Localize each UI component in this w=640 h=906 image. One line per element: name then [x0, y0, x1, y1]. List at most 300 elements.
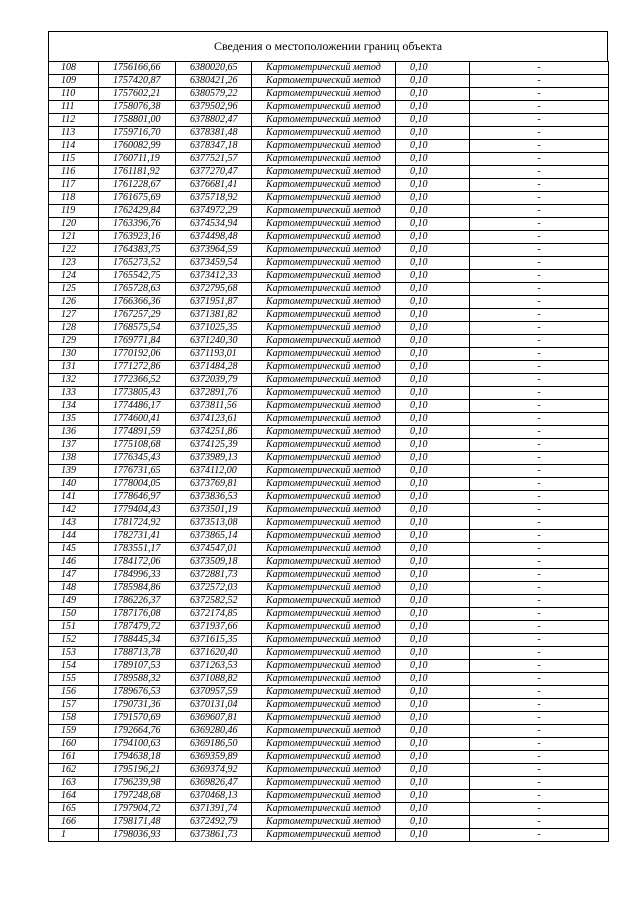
- description-cell: -: [470, 127, 609, 140]
- y-coordinate-cell: 6371951,87: [176, 296, 252, 309]
- method-cell: Картометрический метод: [252, 491, 396, 504]
- point-number-cell: 115: [49, 153, 99, 166]
- table-row: [49, 569, 609, 582]
- y-coordinate-cell: 6373412,33: [176, 270, 252, 283]
- accuracy-cell: 0,10: [396, 764, 470, 777]
- method-cell: Картометрический метод: [252, 127, 396, 140]
- accuracy-cell: 0,10: [396, 816, 470, 829]
- point-number-cell: 117: [49, 179, 99, 192]
- point-number-cell: 116: [49, 166, 99, 179]
- point-number-cell: 163: [49, 777, 99, 790]
- accuracy-cell: 0,10: [396, 374, 470, 387]
- table-row: [49, 101, 609, 114]
- point-number-cell: 151: [49, 621, 99, 634]
- y-coordinate-cell: 6372492,79: [176, 816, 252, 829]
- section-title: Сведения о местоположении границ объекта: [48, 31, 608, 61]
- table-row: [49, 296, 609, 309]
- table-row: [49, 673, 609, 686]
- accuracy-cell: 0,10: [396, 504, 470, 517]
- method-cell: Картометрический метод: [252, 218, 396, 231]
- y-coordinate-cell: 6369607,81: [176, 712, 252, 725]
- y-coordinate-cell: 6373513,08: [176, 517, 252, 530]
- y-coordinate-cell: 6373501,19: [176, 504, 252, 517]
- table-row: [49, 556, 609, 569]
- y-coordinate-cell: 6369374,92: [176, 764, 252, 777]
- description-cell: -: [470, 764, 609, 777]
- y-coordinate-cell: 6373861,73: [176, 829, 252, 842]
- description-cell: -: [470, 686, 609, 699]
- description-cell: -: [470, 673, 609, 686]
- x-coordinate-cell: 1757420,87: [99, 75, 176, 88]
- method-cell: Картометрический метод: [252, 504, 396, 517]
- description-cell: -: [470, 231, 609, 244]
- x-coordinate-cell: 1787479,72: [99, 621, 176, 634]
- description-cell: -: [470, 530, 609, 543]
- method-cell: Картометрический метод: [252, 296, 396, 309]
- accuracy-cell: 0,10: [396, 465, 470, 478]
- table-row: [49, 374, 609, 387]
- accuracy-cell: 0,10: [396, 621, 470, 634]
- table-row: [49, 218, 609, 231]
- description-cell: -: [470, 712, 609, 725]
- point-number-cell: 134: [49, 400, 99, 413]
- table-row: [49, 257, 609, 270]
- description-cell: -: [470, 218, 609, 231]
- point-number-cell: 123: [49, 257, 99, 270]
- table-row: [49, 543, 609, 556]
- point-number-cell: 124: [49, 270, 99, 283]
- x-coordinate-cell: 1776345,43: [99, 452, 176, 465]
- description-cell: -: [470, 803, 609, 816]
- x-coordinate-cell: 1761228,67: [99, 179, 176, 192]
- description-cell: -: [470, 569, 609, 582]
- y-coordinate-cell: 6372891,76: [176, 387, 252, 400]
- description-cell: -: [470, 348, 609, 361]
- method-cell: Картометрический метод: [252, 673, 396, 686]
- accuracy-cell: 0,10: [396, 647, 470, 660]
- table-row: [49, 699, 609, 712]
- accuracy-cell: 0,10: [396, 88, 470, 101]
- y-coordinate-cell: 6373811,56: [176, 400, 252, 413]
- accuracy-cell: 0,10: [396, 699, 470, 712]
- x-coordinate-cell: 1756166,66: [99, 62, 176, 75]
- y-coordinate-cell: 6374251,86: [176, 426, 252, 439]
- accuracy-cell: 0,10: [396, 582, 470, 595]
- method-cell: Картометрический метод: [252, 543, 396, 556]
- description-cell: -: [470, 296, 609, 309]
- y-coordinate-cell: 6378802,47: [176, 114, 252, 127]
- point-number-cell: 1: [49, 829, 99, 842]
- point-number-cell: 161: [49, 751, 99, 764]
- accuracy-cell: 0,10: [396, 569, 470, 582]
- method-cell: Картометрический метод: [252, 751, 396, 764]
- table-row: [49, 413, 609, 426]
- method-cell: Картометрический метод: [252, 387, 396, 400]
- x-coordinate-cell: 1784996,33: [99, 569, 176, 582]
- description-cell: -: [470, 153, 609, 166]
- description-cell: -: [470, 491, 609, 504]
- description-cell: -: [470, 192, 609, 205]
- x-coordinate-cell: 1782731,41: [99, 530, 176, 543]
- x-coordinate-cell: 1763396,76: [99, 218, 176, 231]
- accuracy-cell: 0,10: [396, 244, 470, 257]
- method-cell: Картометрический метод: [252, 803, 396, 816]
- y-coordinate-cell: 6375718,92: [176, 192, 252, 205]
- method-cell: Картометрический метод: [252, 413, 396, 426]
- y-coordinate-cell: 6371615,35: [176, 634, 252, 647]
- table-row: [49, 686, 609, 699]
- y-coordinate-cell: 6371381,82: [176, 309, 252, 322]
- point-number-cell: 113: [49, 127, 99, 140]
- table-row: [49, 634, 609, 647]
- description-cell: -: [470, 478, 609, 491]
- method-cell: Картометрический метод: [252, 777, 396, 790]
- coordinates-table: [48, 61, 609, 842]
- accuracy-cell: 0,10: [396, 270, 470, 283]
- y-coordinate-cell: 6374123,61: [176, 413, 252, 426]
- method-cell: Картометрический метод: [252, 621, 396, 634]
- x-coordinate-cell: 1758076,38: [99, 101, 176, 114]
- table-row: [49, 517, 609, 530]
- y-coordinate-cell: 6371088,82: [176, 673, 252, 686]
- table-row: [49, 465, 609, 478]
- method-cell: Картометрический метод: [252, 452, 396, 465]
- x-coordinate-cell: 1784172,06: [99, 556, 176, 569]
- table-row: [49, 244, 609, 257]
- accuracy-cell: 0,10: [396, 179, 470, 192]
- table-row: [49, 88, 609, 101]
- accuracy-cell: 0,10: [396, 790, 470, 803]
- x-coordinate-cell: 1765728,63: [99, 283, 176, 296]
- table-row: [49, 179, 609, 192]
- x-coordinate-cell: 1789588,32: [99, 673, 176, 686]
- table-row: [49, 647, 609, 660]
- point-number-cell: 130: [49, 348, 99, 361]
- description-cell: -: [470, 699, 609, 712]
- y-coordinate-cell: 6371484,28: [176, 361, 252, 374]
- description-cell: -: [470, 439, 609, 452]
- method-cell: Картометрический метод: [252, 244, 396, 257]
- point-number-cell: 131: [49, 361, 99, 374]
- accuracy-cell: 0,10: [396, 608, 470, 621]
- method-cell: Картометрический метод: [252, 140, 396, 153]
- description-cell: -: [470, 387, 609, 400]
- description-cell: -: [470, 621, 609, 634]
- x-coordinate-cell: 1791570,69: [99, 712, 176, 725]
- point-number-cell: 157: [49, 699, 99, 712]
- point-number-cell: 111: [49, 101, 99, 114]
- method-cell: Картометрический метод: [252, 88, 396, 101]
- table-row: [49, 621, 609, 634]
- method-cell: Картометрический метод: [252, 361, 396, 374]
- point-number-cell: 137: [49, 439, 99, 452]
- y-coordinate-cell: 6372174,85: [176, 608, 252, 621]
- y-coordinate-cell: 6380020,65: [176, 62, 252, 75]
- accuracy-cell: 0,10: [396, 114, 470, 127]
- x-coordinate-cell: 1789676,53: [99, 686, 176, 699]
- point-number-cell: 135: [49, 413, 99, 426]
- description-cell: -: [470, 608, 609, 621]
- y-coordinate-cell: 6373865,14: [176, 530, 252, 543]
- x-coordinate-cell: 1771272,86: [99, 361, 176, 374]
- point-number-cell: 122: [49, 244, 99, 257]
- y-coordinate-cell: 6370468,13: [176, 790, 252, 803]
- y-coordinate-cell: 6374972,29: [176, 205, 252, 218]
- table-row: [49, 166, 609, 179]
- table-row: [49, 478, 609, 491]
- x-coordinate-cell: 1761181,92: [99, 166, 176, 179]
- point-number-cell: 121: [49, 231, 99, 244]
- point-number-cell: 143: [49, 517, 99, 530]
- x-coordinate-cell: 1778004,05: [99, 478, 176, 491]
- accuracy-cell: 0,10: [396, 101, 470, 114]
- method-cell: Картометрический метод: [252, 465, 396, 478]
- table-row: [49, 62, 609, 75]
- x-coordinate-cell: 1774486,17: [99, 400, 176, 413]
- x-coordinate-cell: 1757602,21: [99, 88, 176, 101]
- x-coordinate-cell: 1797248,68: [99, 790, 176, 803]
- y-coordinate-cell: 6378347,18: [176, 140, 252, 153]
- x-coordinate-cell: 1778646,97: [99, 491, 176, 504]
- table-row: [49, 751, 609, 764]
- point-number-cell: 142: [49, 504, 99, 517]
- x-coordinate-cell: 1783551,17: [99, 543, 176, 556]
- accuracy-cell: 0,10: [396, 777, 470, 790]
- method-cell: Картометрический метод: [252, 569, 396, 582]
- accuracy-cell: 0,10: [396, 725, 470, 738]
- description-cell: -: [470, 413, 609, 426]
- point-number-cell: 153: [49, 647, 99, 660]
- y-coordinate-cell: 6372881,73: [176, 569, 252, 582]
- table-row: [49, 439, 609, 452]
- x-coordinate-cell: 1794100,63: [99, 738, 176, 751]
- point-number-cell: 162: [49, 764, 99, 777]
- method-cell: Картометрический метод: [252, 738, 396, 751]
- point-number-cell: 146: [49, 556, 99, 569]
- point-number-cell: 141: [49, 491, 99, 504]
- accuracy-cell: 0,10: [396, 556, 470, 569]
- point-number-cell: 133: [49, 387, 99, 400]
- y-coordinate-cell: 6378381,48: [176, 127, 252, 140]
- y-coordinate-cell: 6377270,47: [176, 166, 252, 179]
- table-row: [49, 803, 609, 816]
- x-coordinate-cell: 1779404,43: [99, 504, 176, 517]
- y-coordinate-cell: 6373964,59: [176, 244, 252, 257]
- method-cell: Картометрический метод: [252, 699, 396, 712]
- x-coordinate-cell: 1761675,69: [99, 192, 176, 205]
- x-coordinate-cell: 1785984,86: [99, 582, 176, 595]
- y-coordinate-cell: 6377521,57: [176, 153, 252, 166]
- y-coordinate-cell: 6379502,96: [176, 101, 252, 114]
- point-number-cell: 155: [49, 673, 99, 686]
- table-row: [49, 387, 609, 400]
- accuracy-cell: 0,10: [396, 62, 470, 75]
- y-coordinate-cell: 6374125,39: [176, 439, 252, 452]
- point-number-cell: 127: [49, 309, 99, 322]
- method-cell: Картометрический метод: [252, 179, 396, 192]
- method-cell: Картометрический метод: [252, 530, 396, 543]
- point-number-cell: 148: [49, 582, 99, 595]
- method-cell: Картометрический метод: [252, 790, 396, 803]
- accuracy-cell: 0,10: [396, 361, 470, 374]
- point-number-cell: 164: [49, 790, 99, 803]
- method-cell: Картометрический метод: [252, 114, 396, 127]
- method-cell: Картометрический метод: [252, 101, 396, 114]
- table-row: [49, 595, 609, 608]
- accuracy-cell: 0,10: [396, 192, 470, 205]
- table-row: [49, 504, 609, 517]
- method-cell: Картометрический метод: [252, 595, 396, 608]
- y-coordinate-cell: 6369826,47: [176, 777, 252, 790]
- description-cell: -: [470, 647, 609, 660]
- y-coordinate-cell: 6373459,54: [176, 257, 252, 270]
- x-coordinate-cell: 1795196,21: [99, 764, 176, 777]
- table-row: [49, 283, 609, 296]
- y-coordinate-cell: 6372572,03: [176, 582, 252, 595]
- x-coordinate-cell: 1768575,54: [99, 322, 176, 335]
- y-coordinate-cell: 6374547,01: [176, 543, 252, 556]
- method-cell: Картометрический метод: [252, 231, 396, 244]
- accuracy-cell: 0,10: [396, 153, 470, 166]
- description-cell: -: [470, 400, 609, 413]
- table-row: [49, 231, 609, 244]
- description-cell: -: [470, 595, 609, 608]
- description-cell: -: [470, 205, 609, 218]
- table-row: [49, 712, 609, 725]
- accuracy-cell: 0,10: [396, 491, 470, 504]
- description-cell: -: [470, 556, 609, 569]
- method-cell: Картометрический метод: [252, 634, 396, 647]
- y-coordinate-cell: 6380421,26: [176, 75, 252, 88]
- method-cell: Картометрический метод: [252, 62, 396, 75]
- method-cell: Картометрический метод: [252, 478, 396, 491]
- method-cell: Картометрический метод: [252, 686, 396, 699]
- accuracy-cell: 0,10: [396, 686, 470, 699]
- description-cell: -: [470, 140, 609, 153]
- point-number-cell: 109: [49, 75, 99, 88]
- accuracy-cell: 0,10: [396, 75, 470, 88]
- accuracy-cell: 0,10: [396, 335, 470, 348]
- point-number-cell: 149: [49, 595, 99, 608]
- point-number-cell: 144: [49, 530, 99, 543]
- accuracy-cell: 0,10: [396, 595, 470, 608]
- x-coordinate-cell: 1798036,93: [99, 829, 176, 842]
- x-coordinate-cell: 1794638,18: [99, 751, 176, 764]
- accuracy-cell: 0,10: [396, 296, 470, 309]
- table-row: [49, 270, 609, 283]
- table-row: [49, 790, 609, 803]
- description-cell: -: [470, 452, 609, 465]
- accuracy-cell: 0,10: [396, 322, 470, 335]
- point-number-cell: 156: [49, 686, 99, 699]
- accuracy-cell: 0,10: [396, 283, 470, 296]
- y-coordinate-cell: 6371193,01: [176, 348, 252, 361]
- y-coordinate-cell: 6371240,30: [176, 335, 252, 348]
- method-cell: Картометрический метод: [252, 582, 396, 595]
- y-coordinate-cell: 6372582,52: [176, 595, 252, 608]
- x-coordinate-cell: 1759716,70: [99, 127, 176, 140]
- y-coordinate-cell: 6372795,68: [176, 283, 252, 296]
- accuracy-cell: 0,10: [396, 231, 470, 244]
- table-row: [49, 608, 609, 621]
- y-coordinate-cell: 6370131,04: [176, 699, 252, 712]
- method-cell: Картометрический метод: [252, 75, 396, 88]
- accuracy-cell: 0,10: [396, 439, 470, 452]
- accuracy-cell: 0,10: [396, 738, 470, 751]
- point-number-cell: 120: [49, 218, 99, 231]
- point-number-cell: 110: [49, 88, 99, 101]
- description-cell: -: [470, 829, 609, 842]
- point-number-cell: 165: [49, 803, 99, 816]
- x-coordinate-cell: 1767257,29: [99, 309, 176, 322]
- y-coordinate-cell: 6373509,18: [176, 556, 252, 569]
- y-coordinate-cell: 6371391,74: [176, 803, 252, 816]
- table-row: [49, 140, 609, 153]
- description-cell: -: [470, 62, 609, 75]
- x-coordinate-cell: 1776731,65: [99, 465, 176, 478]
- x-coordinate-cell: 1772366,52: [99, 374, 176, 387]
- description-cell: -: [470, 374, 609, 387]
- point-number-cell: 126: [49, 296, 99, 309]
- table-row: [49, 127, 609, 140]
- description-cell: -: [470, 504, 609, 517]
- y-coordinate-cell: 6372039,79: [176, 374, 252, 387]
- x-coordinate-cell: 1798171,48: [99, 816, 176, 829]
- description-cell: -: [470, 777, 609, 790]
- point-number-cell: 159: [49, 725, 99, 738]
- x-coordinate-cell: 1765273,52: [99, 257, 176, 270]
- point-number-cell: 136: [49, 426, 99, 439]
- x-coordinate-cell: 1790731,36: [99, 699, 176, 712]
- description-cell: -: [470, 101, 609, 114]
- point-number-cell: 128: [49, 322, 99, 335]
- table-row: [49, 153, 609, 166]
- y-coordinate-cell: 6374112,00: [176, 465, 252, 478]
- accuracy-cell: 0,10: [396, 218, 470, 231]
- accuracy-cell: 0,10: [396, 751, 470, 764]
- accuracy-cell: 0,10: [396, 452, 470, 465]
- table-row: [49, 816, 609, 829]
- table-row: [49, 764, 609, 777]
- method-cell: Картометрический метод: [252, 647, 396, 660]
- y-coordinate-cell: 6371937,66: [176, 621, 252, 634]
- method-cell: Картометрический метод: [252, 608, 396, 621]
- accuracy-cell: 0,10: [396, 309, 470, 322]
- description-cell: -: [470, 725, 609, 738]
- point-number-cell: 112: [49, 114, 99, 127]
- table-row: [49, 582, 609, 595]
- x-coordinate-cell: 1764383,75: [99, 244, 176, 257]
- x-coordinate-cell: 1787176,08: [99, 608, 176, 621]
- document-page: [48, 31, 608, 842]
- y-coordinate-cell: 6371025,35: [176, 322, 252, 335]
- description-cell: -: [470, 543, 609, 556]
- y-coordinate-cell: 6380579,22: [176, 88, 252, 101]
- point-number-cell: 118: [49, 192, 99, 205]
- point-number-cell: 154: [49, 660, 99, 673]
- x-coordinate-cell: 1773805,43: [99, 387, 176, 400]
- accuracy-cell: 0,10: [396, 829, 470, 842]
- description-cell: -: [470, 361, 609, 374]
- point-number-cell: 150: [49, 608, 99, 621]
- method-cell: Картометрический метод: [252, 712, 396, 725]
- description-cell: -: [470, 322, 609, 335]
- y-coordinate-cell: 6369359,89: [176, 751, 252, 764]
- description-cell: -: [470, 816, 609, 829]
- accuracy-cell: 0,10: [396, 127, 470, 140]
- point-number-cell: 152: [49, 634, 99, 647]
- x-coordinate-cell: 1797904,72: [99, 803, 176, 816]
